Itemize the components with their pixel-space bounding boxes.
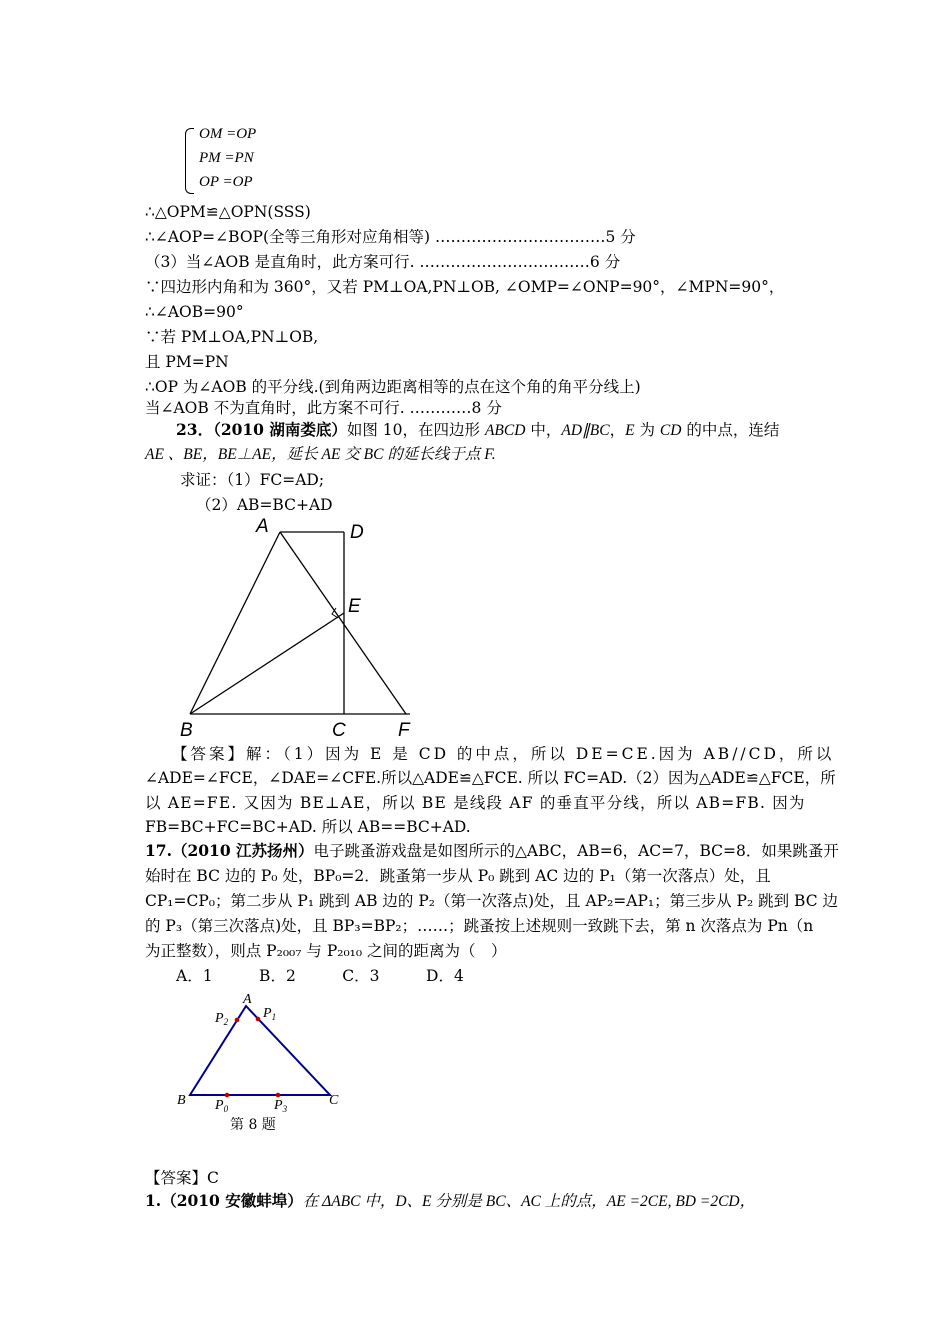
proof-line-2: ∴∠AOP=∠BOP(全等三角形对应角相等) ……………………………5 分 — [145, 228, 636, 246]
q17-text: 电子跳蚤游戏盘是如图所示的△ABC，AB=6，AC=7，BC=8．如果跳蚤开 — [313, 842, 839, 860]
point-p0 — [225, 1093, 230, 1098]
label-e: E — [348, 596, 361, 617]
answer-23-line-2: ∠ADE=∠FCE，∠DAE=∠CFE.所以△ADE≌△FCE. 所以 FC=AD.（2）因为△ADE≌△FCE，所 — [145, 769, 836, 787]
proof-line-3: （3）当∠AOB 是直角时，此方案可行. ……………………………6 分 — [145, 253, 621, 271]
label-b: B — [177, 1093, 186, 1108]
line-af — [280, 532, 406, 714]
proof-line-8: ∴OP 为∠AOB 的平分线.(到角两边距离相等的点在这个角的角平分线上) — [145, 378, 641, 396]
question-23-line-1 — [176, 420, 779, 441]
q23-abcd: ABCD — [484, 422, 526, 439]
answer-23-line-4: FB=BC+FC=BC+AD. 所以 AB==BC+AD. — [145, 818, 471, 836]
question-source: （2010 湖南娄底） — [213, 420, 347, 439]
point-p3 — [276, 1093, 281, 1098]
answer-options: A．1 B．2 C．3 D．4 — [176, 967, 464, 985]
equation-3: OP =OP — [199, 174, 253, 190]
prove-1: 求证：（1）FC=AD; — [180, 471, 325, 489]
q23-text: 的中点，连结 — [681, 421, 780, 439]
label-p1: $P_1$ — [263, 1006, 277, 1022]
point-p2 — [235, 1018, 240, 1023]
label-p3: $P_3$ — [274, 1098, 288, 1114]
label-c: C — [329, 1093, 339, 1108]
label-d: D — [350, 522, 364, 543]
q23-text: ， — [609, 421, 626, 439]
proof-line-4: ∵四边形内角和为 360°，又若 PM⊥OA,PN⊥OB, ∠OMP=∠ONP=90°，∠MPN=90°， — [145, 278, 785, 296]
q23-text: 如图 10，在四边形 — [346, 421, 485, 439]
question-17-line-4: 的 P₃（第三次落点)处，且 BP₃=BP₂；……；跳蚤按上述规则一致跳下去，第 n 次落点为 Pn（n — [145, 917, 814, 935]
proof-line-7: 且 PM=PN — [145, 353, 229, 371]
quadrilateral-figure — [170, 512, 430, 744]
question-17-line-3: CP₁=CP₀；第二步从 P₁ 跳到 AB 边的 P₂（第一次落点)处，且 AP₂=AP₁；第三步从 P₂ 跳到 BC 边 — [145, 892, 839, 910]
figure-caption: 第 8 题 — [230, 1117, 276, 1133]
answer-17: 【答案】C — [145, 1169, 219, 1187]
answer-23-line-1: 【答案】解：（1）因为 E 是 CD 的中点，所以 DE=CE.因为 AB//CD，所以 — [172, 745, 835, 763]
equation-2: PM =PN — [199, 150, 254, 166]
answer-23-line-3: 以 AE=FE. 又因为 BE⊥AE，所以 BE 是线段 AF 的垂直平分线，所以 AB=FB. 因为 — [145, 794, 806, 812]
question-23-line-2: AE 、BE，BE⊥AE，延长 AE 交 BC 的延长线于点 F. — [145, 446, 496, 463]
q23-parallel: AD∥BC — [561, 422, 610, 439]
prove-2: （2）AB=BC+AD — [196, 496, 333, 514]
q23-text: 中， — [525, 421, 562, 439]
label-c: C — [332, 720, 346, 741]
question-source: （2010 江苏扬州） — [171, 841, 314, 860]
label-p2: $P_2$ — [215, 1011, 229, 1027]
label-a: A — [256, 516, 269, 537]
proof-line-1: ∴△OPM≌△OPN(SSS) — [145, 203, 311, 221]
equation-1: OM =OP — [199, 126, 257, 142]
line-be — [190, 613, 344, 714]
label-a: A — [243, 992, 252, 1007]
label-b: B — [180, 720, 193, 741]
point-p1 — [256, 1017, 261, 1022]
proof-line-5: ∴∠AOB=90° — [145, 303, 244, 321]
q1-text: 在 ΔABC 中，D、E 分别是 BC、AC 上的点，AE =2CE, BD =2CD， — [302, 1193, 756, 1210]
question-number: 17. — [145, 841, 172, 860]
q23-cd: CD — [659, 422, 682, 439]
question-number: 1. — [145, 1191, 162, 1210]
q23-e: E — [625, 422, 635, 439]
proof-line-9: 当∠AOB 不为直角时，此方案不可行. …………8 分 — [145, 399, 502, 417]
question-17-line-1 — [145, 841, 839, 861]
question-source: （2010 安徽蚌埠） — [161, 1191, 303, 1210]
triangle-figure — [170, 988, 350, 1138]
question-number: 23． — [176, 420, 214, 439]
question-17-line-5: 为正整数），则点 P₂₀₀₇ 与 P₂₀₁₀ 之间的距离为（ ） — [145, 942, 507, 960]
q23-text: 为 — [634, 421, 660, 439]
question-1-line — [145, 1191, 755, 1212]
question-17-line-2: 始时在 BC 边的 P₀ 处，BP₀=2．跳蚤第一步从 P₀ 跳到 AC 边的 P₁（第一次落点）处，且 — [145, 867, 771, 885]
line-ab — [190, 532, 280, 714]
label-p0: $P_0$ — [215, 1098, 229, 1114]
brace — [185, 128, 194, 194]
proof-line-6: ∵若 PM⊥OA,PN⊥OB, — [145, 328, 319, 346]
label-f: F — [398, 720, 410, 741]
